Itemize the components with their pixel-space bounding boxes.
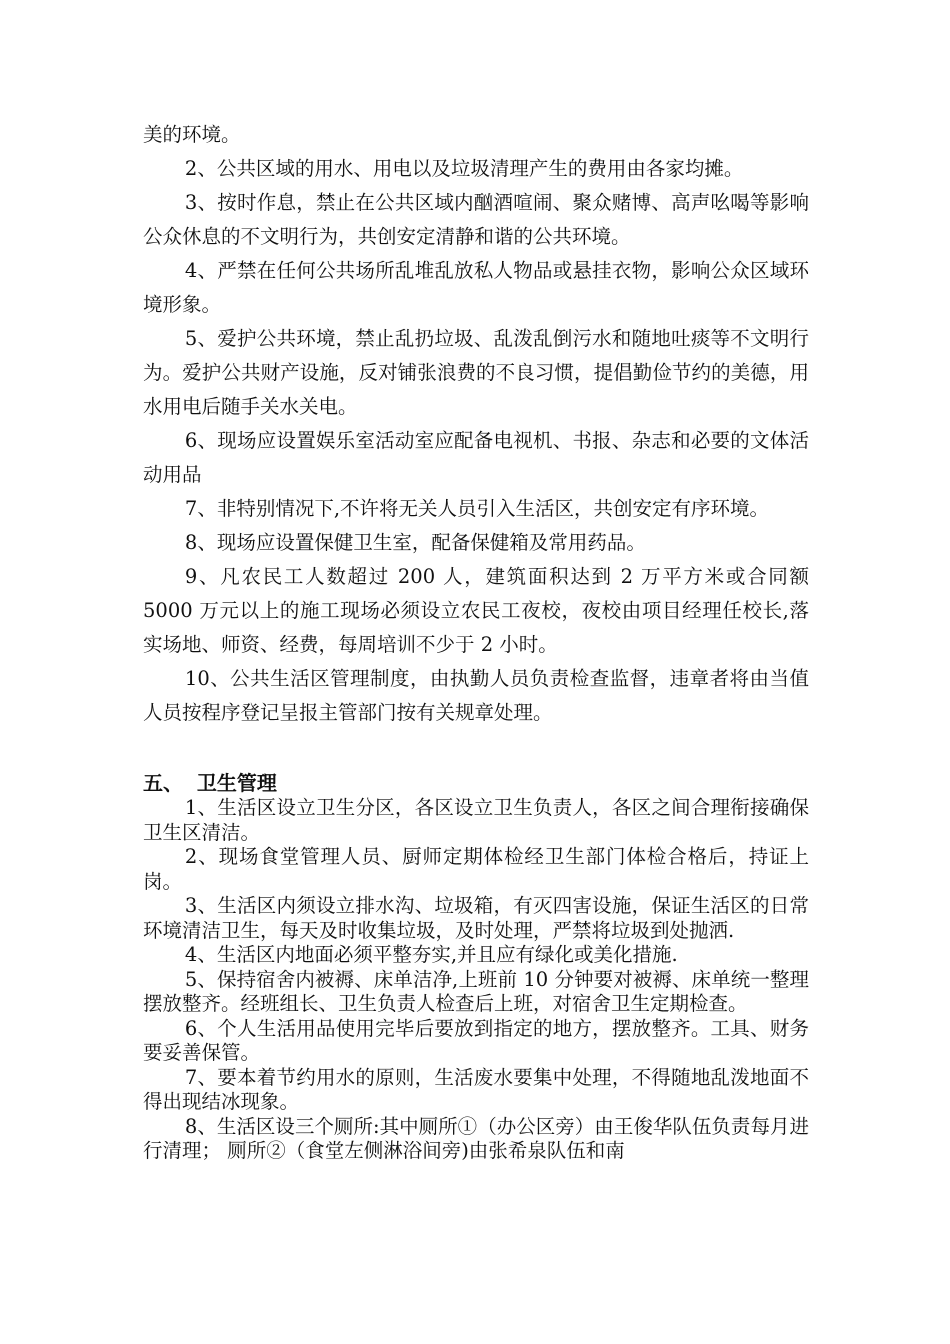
section-four-body	[143, 118, 809, 730]
rule-item-4: 4、严禁在任何公共场所乱堆乱放私人物品或悬挂衣物，影响公众区域环境形象。	[143, 259, 809, 316]
hygiene-item-8: 8、生活区设三个厕所:其中厕所①（办公区旁）由王俊华队伍负责每月进行清理； 厕所②（食堂左侧淋浴间旁)由张希泉队伍和南	[143, 1114, 809, 1162]
hygiene-item-5: 5、保持宿舍内被褥、床单洁净,上班前 10 分钟要对被褥、床单统一整理摆放整齐。经班组长、卫生负责人检查后上班，对宿舍卫生定期检查。	[143, 967, 809, 1015]
rule-item-9: 9、凡农民工人数超过 200 人，建筑面积达到 2 万平方米或合同额 5000 万元以上的施工现场必须设立农民工夜校，夜校由项目经理任校长,落实场地、师资、经费，每周培训不少于 2 小时。	[143, 565, 809, 656]
hygiene-item-1: 1、生活区设立卫生分区，各区设立卫生负责人，各区之间合理衔接确保卫生区清洁。	[143, 796, 809, 844]
paragraph-continuation: 美的环境。	[143, 123, 241, 146]
hygiene-item-4: 4、生活区内地面必须平整夯实,并且应有绿化或美化措施.	[184, 943, 678, 966]
hygiene-item-7: 7、要本着节约用水的原则，生活废水要集中处理，不得随地乱泼地面不得出现结冰现象。	[143, 1065, 809, 1113]
rule-item-8: 8、现场应设置保健卫生室，配备保健箱及常用药品。	[184, 531, 646, 554]
hygiene-item-2: 2、现场食堂管理人员、厨师定期体检经卫生部门体检合格后，持证上岗。	[143, 845, 809, 893]
rule-item-5: 5、爱护公共环境，禁止乱扔垃圾、乱泼乱倒污水和随地吐痰等不文明行为。爱护公共财产设施，反对铺张浪费的不良习惯，提倡勤俭节约的美德，用水用电后随手关水关电。	[143, 327, 809, 418]
section-five-body	[143, 796, 809, 1164]
rule-item-7: 7、非特别情况下,不许将无关人员引入生活区，共创安定有序环境。	[184, 497, 770, 520]
hygiene-item-6: 6、个人生活用品使用完毕后要放到指定的地方，摆放整齐。工具、财务要妥善保管。	[143, 1016, 809, 1064]
hygiene-item-3: 3、生活区内须设立排水沟、垃圾箱，有灭四害设施，保证生活区的日常环境清洁卫生，每天及时收集垃圾，及时处理，严禁将垃圾到处抛洒.	[143, 894, 809, 942]
rule-item-6: 6、现场应设置娱乐室活动室应配备电视机、书报、杂志和必要的文体活动用品	[143, 429, 809, 486]
rule-item-2: 2、公共区域的用水、用电以及垃圾清理产生的费用由各家均摊。	[184, 157, 744, 180]
rule-item-3: 3、按时作息，禁止在公共区域内酗酒喧闹、聚众赌博、高声吆喝等影响公众休息的不文明行为，共创安定清静和谐的公共环境。	[143, 191, 809, 248]
section-heading-hygiene: 五、 卫生管理	[143, 771, 277, 795]
rule-item-10: 10、公共生活区管理制度，由执勤人员负责检查监督，违章者将由当值人员按程序登记呈报主管部门按有关规章处理。	[143, 667, 809, 724]
